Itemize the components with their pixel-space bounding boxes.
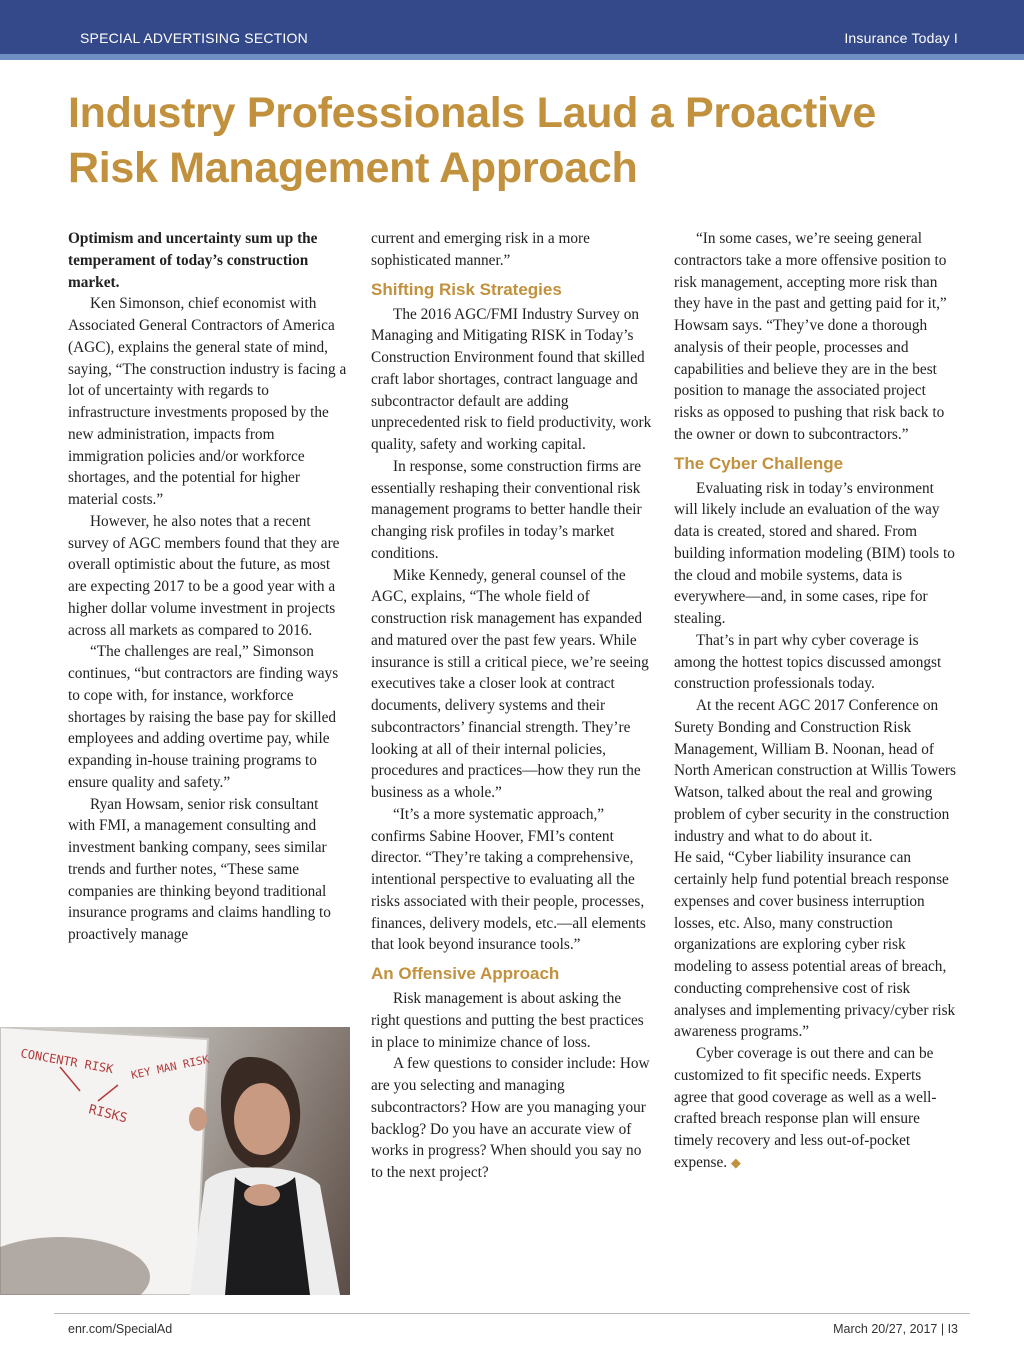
presenter-face	[234, 1083, 290, 1155]
paragraph: “It’s a more systematic approach,” confirms Sabine Hoover, FMI’s content director. “They’re taking a comprehensive, intentional perspective to evaluating all the risks associated with their people, processes, finances, delivery models, etc.—all elements that look beyond insurance tools.”	[371, 805, 646, 954]
publication-label: Insurance Today I	[844, 30, 958, 46]
paragraph: Evaluating risk in today’s environment will likely include an evaluation of the way data is created, stored and shared. From building information modeling (BIM) tools to the cloud and mobile systems, data is everywhere—and, in some cases, ripe for stealing.	[674, 479, 955, 627]
paragraph: At the recent AGC 2017 Conference on Surety Bonding and Construction Risk Management, William B. Noonan, head of North American construction at Willis Towers Watson, talked about the real and growing problem of cyber security in the construction industry and what to do about it.	[674, 697, 956, 845]
column-1	[68, 228, 348, 946]
lede-paragraph: Optimism and uncertainty sum up the temperament of today’s construction market.	[68, 230, 318, 291]
end-mark-icon: ◆	[730, 1154, 741, 1170]
paragraph: However, he also notes that a recent survey of AGC members found that they are overall optimistic about the future, as most are expecting 2017 to be a good year with a higher dollar volume investment in projects across all markets as compared to 2016.	[68, 512, 340, 639]
paragraph: In response, some construction firms are essentially reshaping their conventional risk management programs to better handle their changing risk profiles in today’s market conditions.	[371, 457, 642, 562]
paragraph: A few questions to consider include: How are you selecting and managing subcontractors? How are you managing your backlog? Do you have an accurate view of works in progress? When should you say no to the next project?	[371, 1055, 650, 1181]
footer-rule	[54, 1313, 970, 1314]
paragraph: The 2016 AGC/FMI Industry Survey on Managing and Mitigating RISK in Today’s Construction Environment found that skilled craft labor shortages, contract language and subcontractor default are adding unprecedented risk to field productivity, work quality, safety and working capital.	[371, 305, 652, 453]
paragraph: Risk management is about asking the right questions and putting the best practices in place to minimize chance of loss.	[371, 990, 644, 1051]
header-bar	[0, 0, 1024, 54]
column-2	[371, 228, 653, 1184]
subhead-cyber-challenge: The Cyber Challenge	[674, 453, 844, 473]
footer-date-page: March 20/27, 2017 | I3	[833, 1322, 958, 1336]
column-3	[674, 228, 958, 1174]
presenter-hands	[244, 1184, 280, 1206]
paragraph: He said, “Cyber liability insurance can certainly help fund potential breach response expenses and cover business interruption losses, etc. Also, many construction organizations are exploring cyber risk modeling to assess potential areas of breach, conducting comprehensive cost of risk analyses and implementing privacy/cyber risk awareness programs.”	[674, 849, 956, 1041]
paragraph: Ryan Howsam, senior risk consultant with FMI, a management consulting and investment banking company, sees similar trends and further notes, “These same companies are thinking beyond traditional insurance programs and claims handling to proactively manage	[68, 795, 331, 943]
paragraph: Mike Kennedy, general counsel of the AGC, explains, “The whole field of construction risk management has expanded and matured over the past few years. While insurance is still a critical piece, we’re seeing executives take a closer look at contract documents, delivery systems and their subcontractors’ financial strength. They’re looking at all of their internal policies, procedures and practices—how they run the business as a whole.”	[371, 566, 649, 801]
section-label: SPECIAL ADVERTISING SECTION	[80, 30, 308, 46]
subhead-offensive-approach: An Offensive Approach	[371, 964, 560, 983]
closing-text: Cyber coverage is out there and can be customized to fit specific needs. Experts agree that good coverage as well as a well-crafted breach response plan will ensure timely recovery and less out-of-pocket expense.	[674, 1045, 937, 1171]
presenter-illustration	[0, 1027, 350, 1295]
paragraph: That’s in part why cyber coverage is among the hottest topics discussed amongst construction professionals today.	[674, 631, 942, 693]
subhead-shifting-risk: Shifting Risk Strategies	[371, 279, 562, 299]
paragraph: “The challenges are real,” Simonson continues, “but contractors are finding ways to cope with, for instance, workforce shortages by raising the base pay for skilled employees and adding overtime pay, while expanding in-house training programs to ensure quality and safety.”	[68, 643, 339, 791]
paragraph: “In some cases, we’re seeing general contractors take a more offensive position to risk management, accepting more risk than they have in the past and getting paid for it,” Howsam says. “They’ve done a thorough analysis of their people, processes and capabilities and believe they are in the best position to manage the associated project risks as opposed to pushing that risk back to the owner or down to subcontractors.”	[674, 230, 947, 443]
paragraph	[674, 1043, 958, 1174]
header-stripe	[0, 54, 1024, 60]
paragraph: current and emerging risk in a more sophisticated manner.”	[371, 230, 590, 269]
article-photo	[0, 1027, 350, 1295]
presenter-raised-hand	[189, 1107, 207, 1131]
footer-url: enr.com/SpecialAd	[68, 1322, 173, 1336]
board-word: RISKS	[87, 1102, 129, 1127]
board-word: KEY MAN RISK	[129, 1052, 211, 1082]
board-word: CONCENTR RISK	[19, 1046, 115, 1077]
article-headline: Industry Professionals Laud a Proactive Risk Management Approach	[68, 89, 876, 192]
paragraph: Ken Simonson, chief economist with Associated General Contractors of America (AGC), explains the general state of mind, saying, “The construction industry is facing a lot of uncertainty with regards to infrastructure investments proposed by the new administration, impacts from immigration policies and/or workforce shortages, and the potential for higher material costs.”	[68, 295, 347, 508]
